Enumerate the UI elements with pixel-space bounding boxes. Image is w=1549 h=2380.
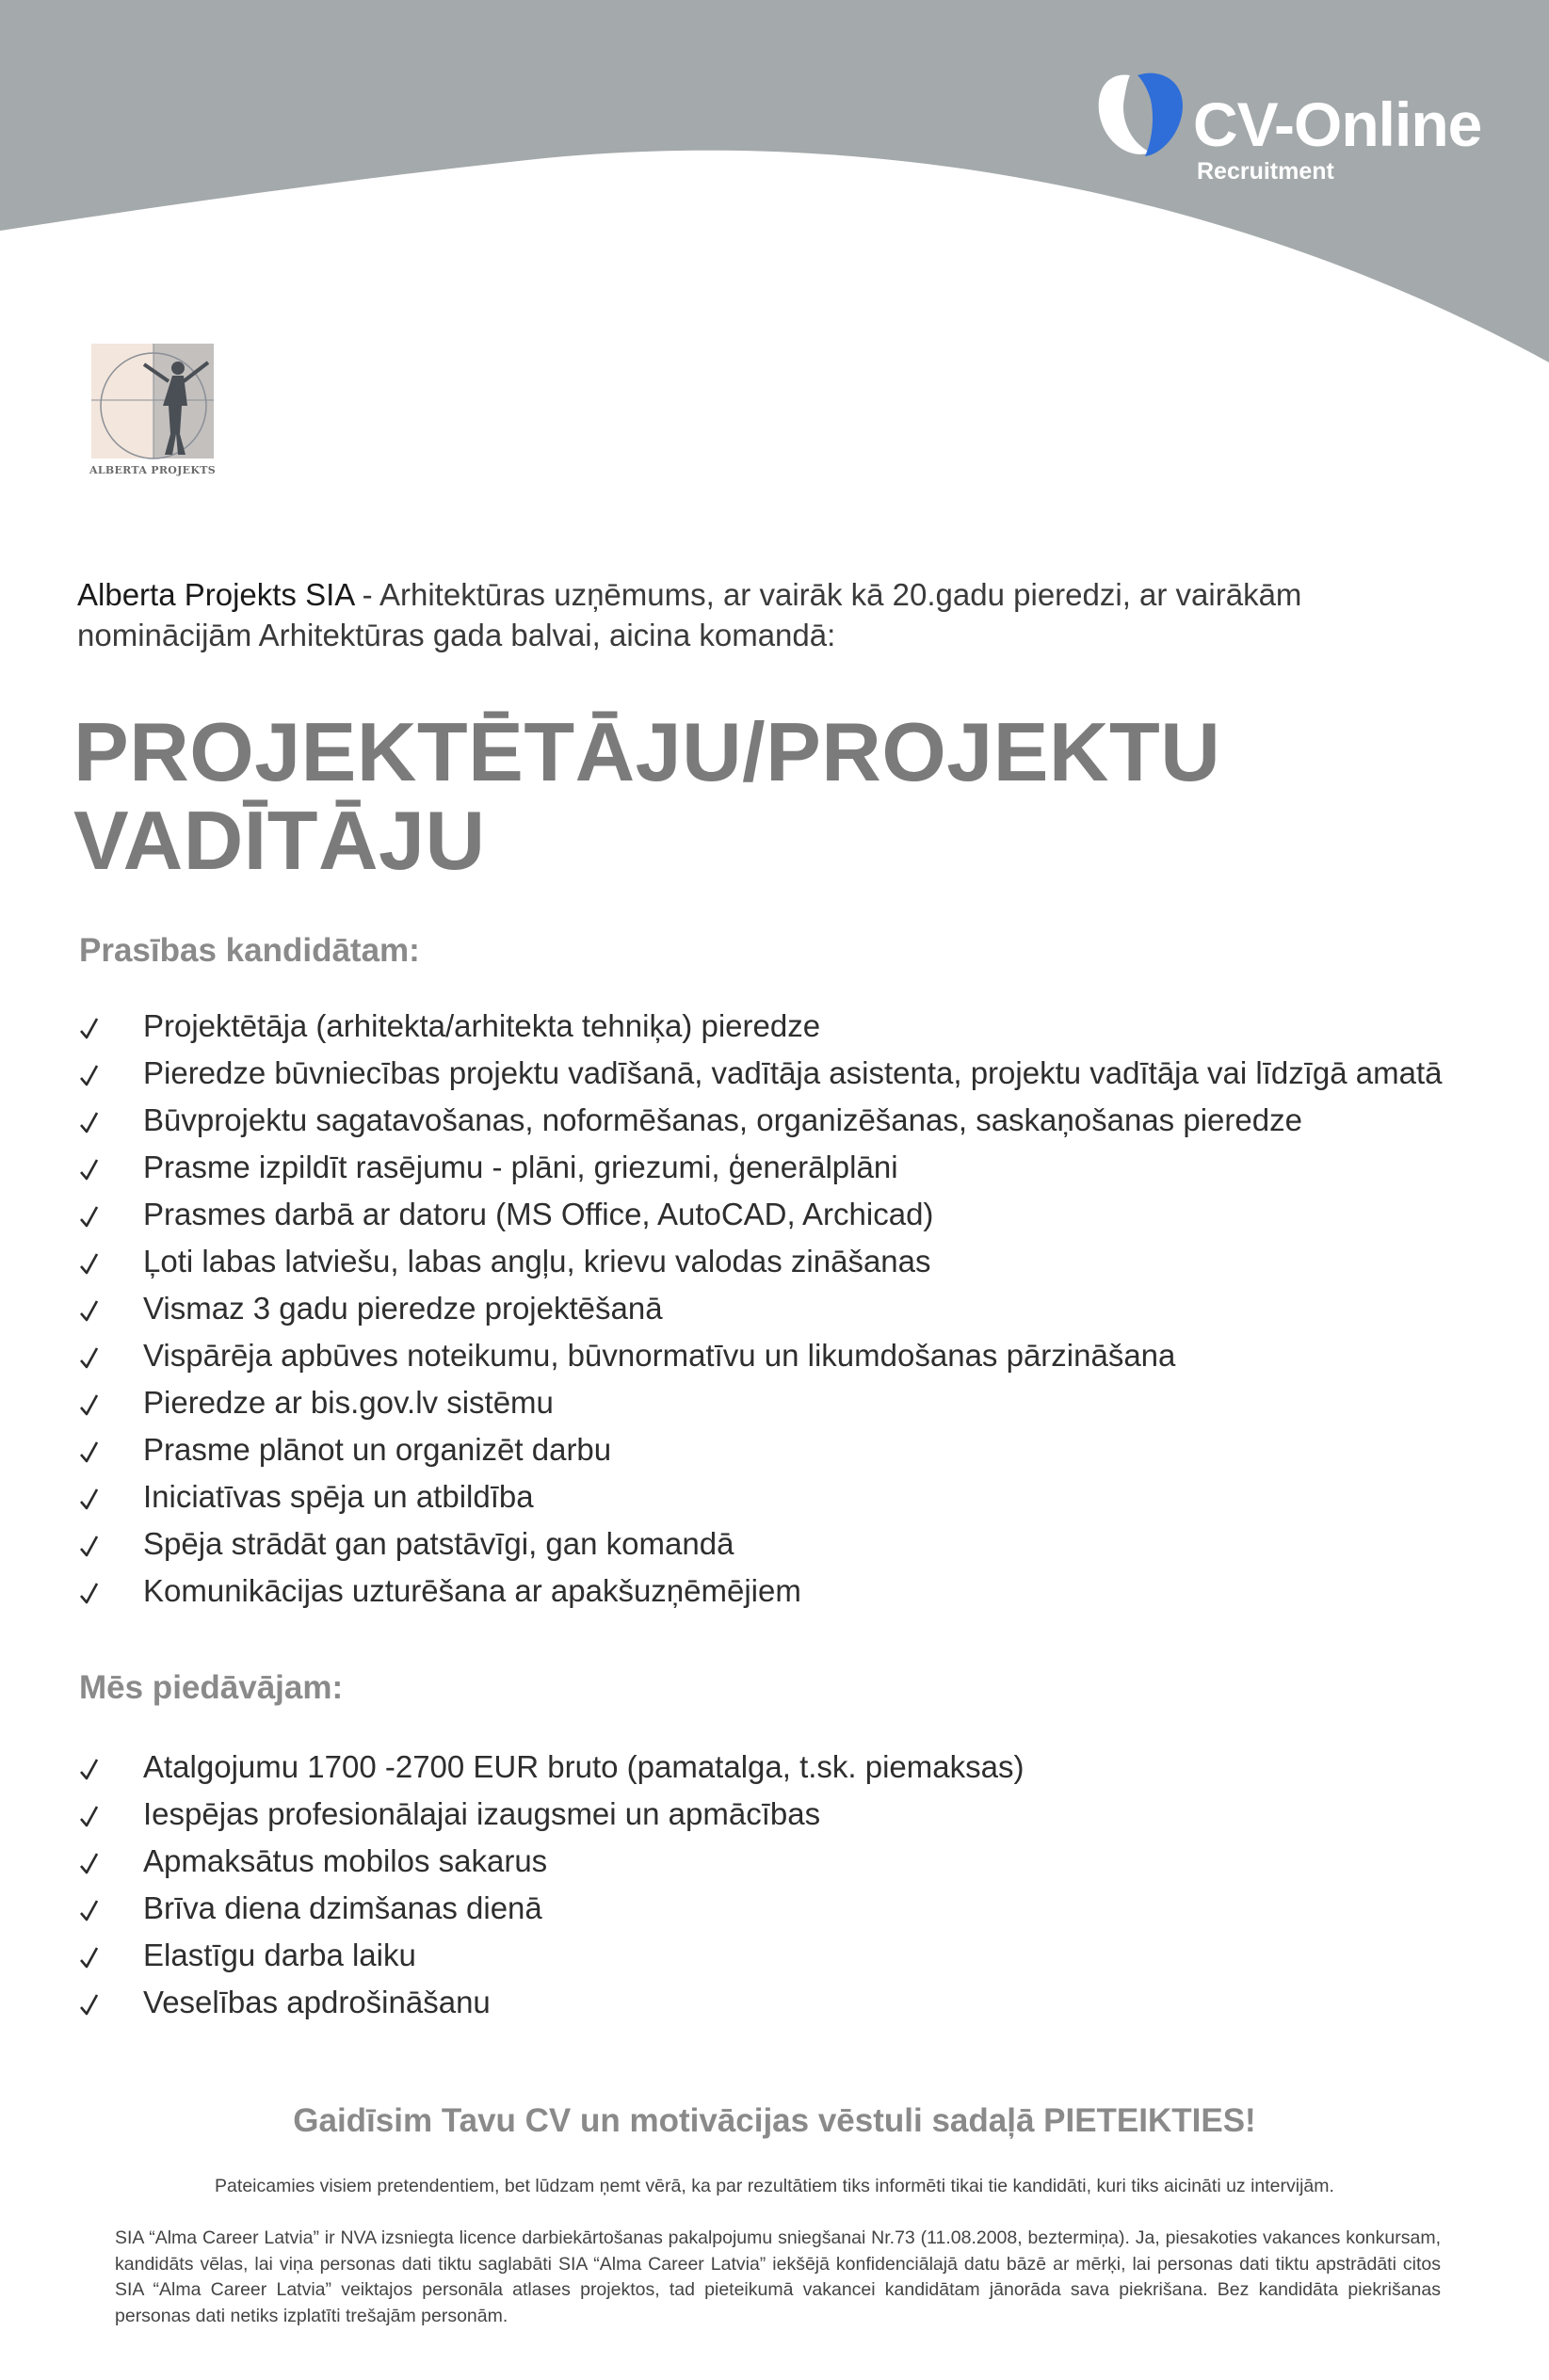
list-item bbox=[79, 1568, 1443, 1615]
intro-paragraph bbox=[77, 574, 1480, 655]
list-item-text: Veselības apdrošināšanu bbox=[143, 1985, 491, 2019]
cv-online-logo[interactable] bbox=[1092, 68, 1497, 200]
brand-name: CV-Online bbox=[1193, 89, 1482, 159]
checkmark-icon bbox=[79, 1535, 100, 1559]
checkmark-icon bbox=[79, 1758, 100, 1782]
checkmark-icon bbox=[79, 1582, 100, 1606]
list-item bbox=[79, 1144, 1443, 1191]
checkmark-icon bbox=[79, 1899, 100, 1923]
list-item bbox=[79, 1050, 1443, 1097]
list-item bbox=[79, 1238, 1443, 1285]
list-item-text: Spēja strādāt gan patstāvīgi, gan komandā bbox=[143, 1526, 734, 1561]
list-item bbox=[79, 1285, 1443, 1332]
checkmark-icon bbox=[79, 1017, 100, 1041]
checkmark-icon bbox=[79, 1993, 100, 2018]
list-item bbox=[79, 1932, 1024, 1979]
checkmark-icon bbox=[79, 1946, 100, 1970]
checkmark-icon bbox=[79, 1852, 100, 1876]
brand-subtitle: Recruitment bbox=[1197, 158, 1334, 185]
candidate-notice: Pateicamies visiem pretendentiem, bet lūdzam ņemt vērā, ka par rezultātiem tiks informēti tikai tie kandidāti, kuri tiks aicināti uz intervijām. bbox=[215, 2176, 1334, 2196]
list-item bbox=[79, 1979, 1024, 2026]
list-item-text: Pieredze ar bis.gov.lv sistēmu bbox=[143, 1385, 554, 1420]
intro-text: - Arhitektūras uzņēmums, ar vairāk kā 20.gadu pieredzi, ar vairākām nominācijām Arhitektūras gada balvai, aicina komandā: bbox=[77, 577, 1302, 652]
list-item bbox=[79, 1791, 1024, 1838]
list-item bbox=[79, 1744, 1024, 1791]
list-item bbox=[79, 1426, 1443, 1473]
list-item bbox=[79, 1332, 1443, 1379]
checkmark-icon bbox=[79, 1252, 100, 1277]
call-to-action: Gaidīsim Tavu CV un motivācijas vēstuli sadaļā PIETEIKTIES! bbox=[293, 2102, 1256, 2139]
list-item-text: Ļoti labas latviešu, labas angļu, krievu valodas zināšanas bbox=[143, 1244, 931, 1278]
checkmark-icon bbox=[79, 1346, 100, 1371]
list-item-text: Brīva diena dzimšanas dienā bbox=[143, 1890, 542, 1925]
list-item bbox=[79, 1838, 1024, 1885]
legal-disclaimer: SIA “Alma Career Latvia” ir NVA izsniegta licence darbiekārtošanas pakalpojumu sniegšanai Nr.73 (11.08.2008, beztermiņa). Ja, piesakoties vakances konkursam, kandidāts vēlas, lai viņa personas dati tiktu saglabāti SIA “Alma Career Latvia” iekšējā konfidenciālajā datu bāzē ar mērķi, lai personas dati tiktu apstrādāti citos SIA “Alma Career Latvia” veiktajos personāla atlases projektos, tad pieteikumā vakancei kandidātam jānorāda sava piekrišana. Bez kandidāta piekrišanas personas dati netiks izplatīti trešajām personām. bbox=[115, 2227, 1441, 2326]
list-item-text: Projektētāja (arhitekta/arhitekta tehniķa) pieredze bbox=[143, 1008, 821, 1043]
job-title-line-2: VADĪTĀJU bbox=[73, 794, 486, 887]
offer-heading: Mēs piedāvājam: bbox=[79, 1669, 344, 1706]
list-item-text: Vismaz 3 gadu pieredze projektēšanā bbox=[143, 1291, 663, 1326]
list-item-text: Komunikācijas uzturēšana ar apakšuzņēmējiem bbox=[143, 1573, 801, 1608]
list-item bbox=[79, 1003, 1443, 1050]
checkmark-icon bbox=[79, 1393, 100, 1418]
list-item bbox=[79, 1473, 1443, 1520]
list-item-text: Atalgojumu 1700 -2700 EUR bruto (pamatalga, t.sk. piemaksas) bbox=[143, 1749, 1025, 1784]
checkmark-icon bbox=[79, 1158, 100, 1182]
list-item-text: Iespējas profesionālajai izaugsmei un apmācības bbox=[143, 1796, 821, 1831]
company-logo bbox=[88, 344, 218, 483]
requirements-list bbox=[79, 1003, 1443, 1615]
list-item-text: Apmaksātus mobilos sakarus bbox=[143, 1843, 548, 1878]
list-item-text: Iniciatīvas spēja un atbildība bbox=[143, 1479, 534, 1514]
checkmark-icon bbox=[79, 1064, 100, 1088]
checkmark-icon bbox=[79, 1440, 100, 1465]
list-item bbox=[79, 1097, 1443, 1144]
list-item bbox=[79, 1379, 1443, 1426]
company-name: Alberta Projekts SIA bbox=[77, 577, 354, 612]
list-item bbox=[79, 1885, 1024, 1932]
list-item-text: Prasme plānot un organizēt darbu bbox=[143, 1432, 612, 1467]
job-title bbox=[73, 705, 1392, 887]
checkmark-icon bbox=[79, 1488, 100, 1512]
offer-list bbox=[79, 1744, 1024, 2026]
checkmark-icon bbox=[79, 1805, 100, 1829]
company-logo-text: ALBERTA PROJEKTS bbox=[89, 464, 216, 476]
list-item-text: Būvprojektu sagatavošanas, noformēšanas, organizēšanas, saskaņošanas pieredze bbox=[143, 1102, 1302, 1137]
vitruvian-figure-icon bbox=[88, 344, 218, 461]
job-title-line-1: PROJEKTĒTĀJU/PROJEKTU bbox=[73, 705, 1221, 798]
checkmark-icon bbox=[79, 1205, 100, 1230]
list-item-text: Elastīgu darba laiku bbox=[143, 1938, 416, 1972]
cv-online-logo-icon bbox=[1092, 68, 1186, 162]
list-item-text: Vispārēja apbūves noteikumu, būvnormatīvu un likumdošanas pārzināšana bbox=[143, 1338, 1176, 1373]
list-item-text: Pieredze būvniecības projektu vadīšanā, vadītāja asistenta, projektu vadītāja vai līdzīgā amatā bbox=[143, 1055, 1443, 1090]
list-item bbox=[79, 1191, 1443, 1238]
list-item-text: Prasmes darbā ar datoru (MS Office, AutoCAD, Archicad) bbox=[143, 1197, 934, 1231]
list-item bbox=[79, 1520, 1443, 1568]
list-item-text: Prasme izpildīt rasējumu - plāni, griezumi, ģenerālplāni bbox=[143, 1150, 898, 1184]
checkmark-icon bbox=[79, 1111, 100, 1135]
requirements-heading: Prasības kandidātam: bbox=[79, 932, 420, 969]
checkmark-icon bbox=[79, 1299, 100, 1324]
